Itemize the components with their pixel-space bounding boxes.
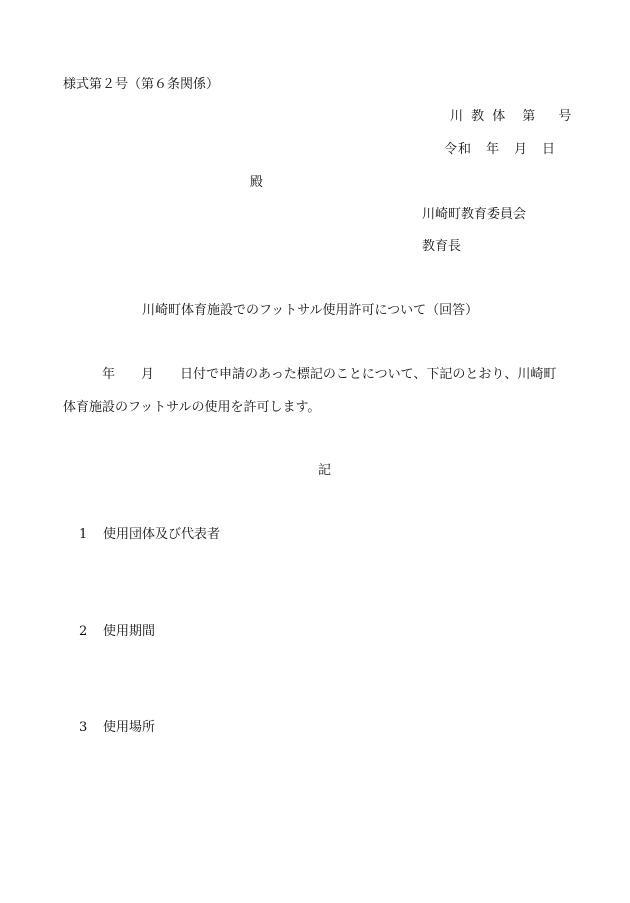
item-number: 2 bbox=[79, 624, 88, 639]
document-subject: 川崎町体育施設でのフットサル使用許可について（回答） bbox=[142, 303, 479, 318]
item-number: 1 bbox=[79, 527, 88, 542]
issuer-organization: 川崎町教育委員会 bbox=[422, 207, 527, 222]
form-number: 様式第２号（第６条関係） bbox=[63, 77, 220, 92]
list-item-organization bbox=[79, 526, 220, 544]
body-text-line-1: 年 月 日付で申請のあった標記のことについて、下記のとおり、川崎町 bbox=[102, 367, 557, 382]
item-label: 使用期間 bbox=[103, 624, 156, 639]
document-number: 川 教 体 第 号 bbox=[450, 109, 574, 124]
item-label: 使用団体及び代表者 bbox=[103, 527, 221, 542]
list-item-location bbox=[79, 719, 155, 737]
document-date: 令和 年 月 日 bbox=[444, 142, 557, 157]
list-item-period bbox=[79, 623, 155, 641]
recipient-honorific: 殿 bbox=[250, 175, 264, 190]
issuer-title: 教育長 bbox=[422, 239, 462, 254]
item-label: 使用場所 bbox=[103, 720, 156, 735]
ki-heading: 記 bbox=[318, 463, 332, 478]
item-number: 3 bbox=[79, 720, 88, 735]
body-text-line-2: 体育施設のフットサルの使用を許可します。 bbox=[63, 400, 321, 415]
